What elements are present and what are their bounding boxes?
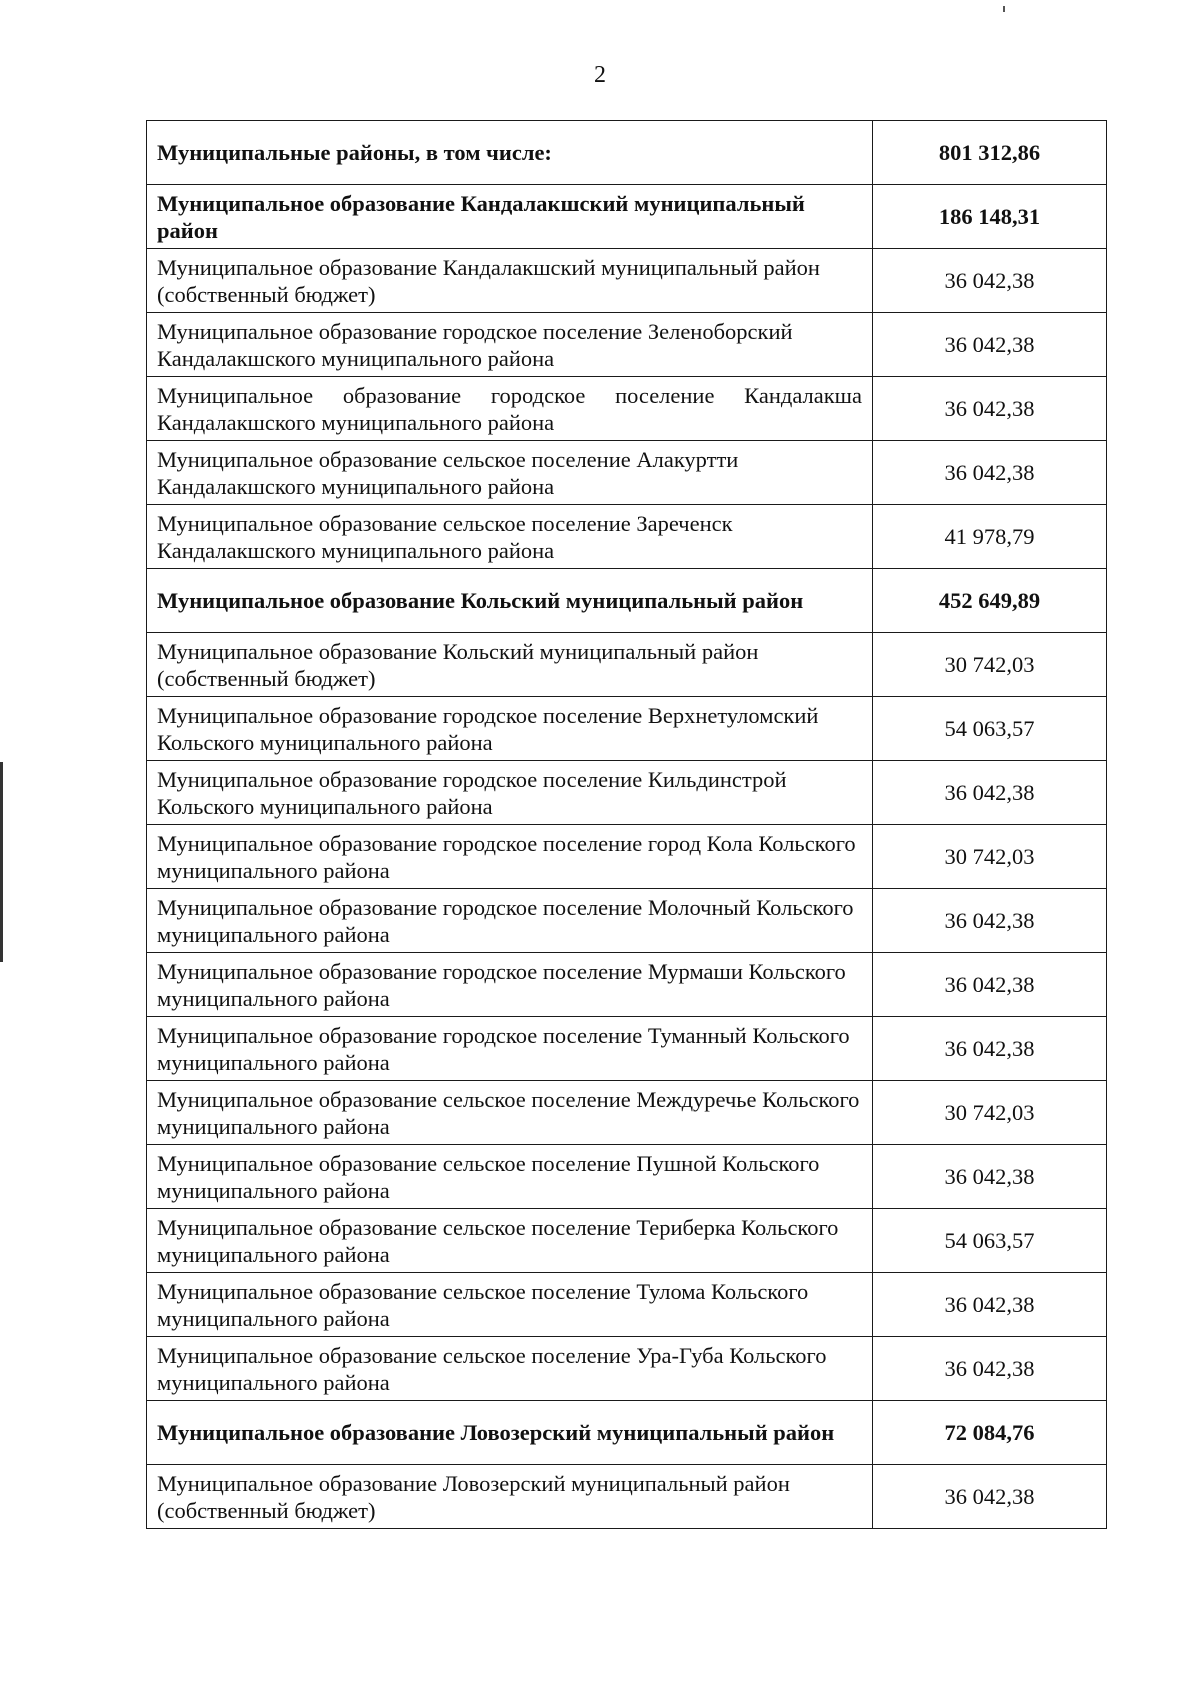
- row-value-cell: 36 042,38: [873, 1337, 1107, 1401]
- row-name-cell: Муниципальное образование сельское поселение Междуречье Кольского муниципального района: [147, 1081, 873, 1145]
- row-value-cell: 72 084,76: [873, 1401, 1107, 1465]
- row-value-cell: 36 042,38: [873, 441, 1107, 505]
- table-row: [147, 377, 1107, 441]
- table-row: [147, 889, 1107, 953]
- budget-table-body: [147, 121, 1107, 1529]
- budget-table: [146, 120, 1107, 1529]
- table-row: [147, 953, 1107, 1017]
- row-name-cell: Муниципальное образование городское поселение Молочный Кольского муниципального района: [147, 889, 873, 953]
- table-row: [147, 313, 1107, 377]
- row-name-cell: Муниципальное образование городское поселение Туманный Кольского муниципального района: [147, 1017, 873, 1081]
- row-value-cell: 36 042,38: [873, 249, 1107, 313]
- row-value-cell: 36 042,38: [873, 1273, 1107, 1337]
- row-name-cell: Муниципальное образование Кандалакшский муниципальный район (собственный бюджет): [147, 249, 873, 313]
- scan-speck: [1003, 6, 1005, 12]
- table-row: [147, 569, 1107, 633]
- table-row: [147, 1273, 1107, 1337]
- row-name-cell: Муниципальное образование Кольский муниципальный район: [147, 569, 873, 633]
- row-value-cell: 36 042,38: [873, 761, 1107, 825]
- table-row: [147, 1081, 1107, 1145]
- row-value-cell: 452 649,89: [873, 569, 1107, 633]
- row-name-cell: Муниципальное образование сельское поселение Тулома Кольского муниципального района: [147, 1273, 873, 1337]
- row-name-cell: Муниципальное образование городское поселение Кильдинстрой Кольского муниципального района: [147, 761, 873, 825]
- row-name-cell: Муниципальные районы, в том числе:: [147, 121, 873, 185]
- row-name-cell: Муниципальное образование Кандалакшский муниципальный район: [147, 185, 873, 249]
- row-value-cell: 36 042,38: [873, 1465, 1107, 1529]
- table-row: [147, 1337, 1107, 1401]
- table-row: [147, 249, 1107, 313]
- row-name-cell: Муниципальное образование сельское поселение Пушной Кольского муниципального района: [147, 1145, 873, 1209]
- table-row: [147, 505, 1107, 569]
- row-value-cell: 36 042,38: [873, 313, 1107, 377]
- row-value-cell: 36 042,38: [873, 377, 1107, 441]
- row-name-cell: Муниципальное образование городское поселение Кандалакша Кандалакшского муниципального района: [147, 377, 873, 441]
- table-row: [147, 1145, 1107, 1209]
- row-value-cell: 801 312,86: [873, 121, 1107, 185]
- row-name-cell: Муниципальное образование городское поселение Мурмаши Кольского муниципального района: [147, 953, 873, 1017]
- row-name-cell: Муниципальное образование сельское поселение Териберка Кольского муниципального района: [147, 1209, 873, 1273]
- row-value-cell: 36 042,38: [873, 953, 1107, 1017]
- table-row: [147, 121, 1107, 185]
- table-row: [147, 185, 1107, 249]
- row-value-cell: 30 742,03: [873, 633, 1107, 697]
- table-row: [147, 1209, 1107, 1273]
- table-row: [147, 633, 1107, 697]
- table-row: [147, 441, 1107, 505]
- row-value-cell: 30 742,03: [873, 1081, 1107, 1145]
- row-value-cell: 186 148,31: [873, 185, 1107, 249]
- page-number: 2: [594, 62, 606, 88]
- row-name-cell: Муниципальное образование Ловозерский муниципальный район (собственный бюджет): [147, 1465, 873, 1529]
- table-row: [147, 697, 1107, 761]
- row-name-cell: Муниципальное образование Ловозерский муниципальный район: [147, 1401, 873, 1465]
- row-value-cell: 54 063,57: [873, 1209, 1107, 1273]
- row-value-cell: 54 063,57: [873, 697, 1107, 761]
- row-value-cell: 30 742,03: [873, 825, 1107, 889]
- row-value-cell: 41 978,79: [873, 505, 1107, 569]
- row-value-cell: 36 042,38: [873, 1017, 1107, 1081]
- table-row: [147, 761, 1107, 825]
- row-name-cell: Муниципальное образование городское поселение Верхнетуломский Кольского муниципального района: [147, 697, 873, 761]
- row-name-cell: Муниципальное образование городское поселение Зеленоборский Кандалакшского муниципального района: [147, 313, 873, 377]
- row-name-cell: Муниципальное образование Кольский муниципальный район (собственный бюджет): [147, 633, 873, 697]
- scan-edge-mark: [0, 762, 3, 962]
- table-row: [147, 825, 1107, 889]
- row-name-cell: Муниципальное образование сельское поселение Алакуртти Кандалакшского муниципального района: [147, 441, 873, 505]
- table-row: [147, 1017, 1107, 1081]
- row-name-cell: Муниципальное образование городское поселение город Кола Кольского муниципального района: [147, 825, 873, 889]
- row-name-cell: Муниципальное образование сельское поселение Ура-Губа Кольского муниципального района: [147, 1337, 873, 1401]
- row-name-cell: Муниципальное образование сельское поселение Зареченск Кандалакшского муниципального района: [147, 505, 873, 569]
- table-row: [147, 1465, 1107, 1529]
- row-value-cell: 36 042,38: [873, 889, 1107, 953]
- row-value-cell: 36 042,38: [873, 1145, 1107, 1209]
- table-row: [147, 1401, 1107, 1465]
